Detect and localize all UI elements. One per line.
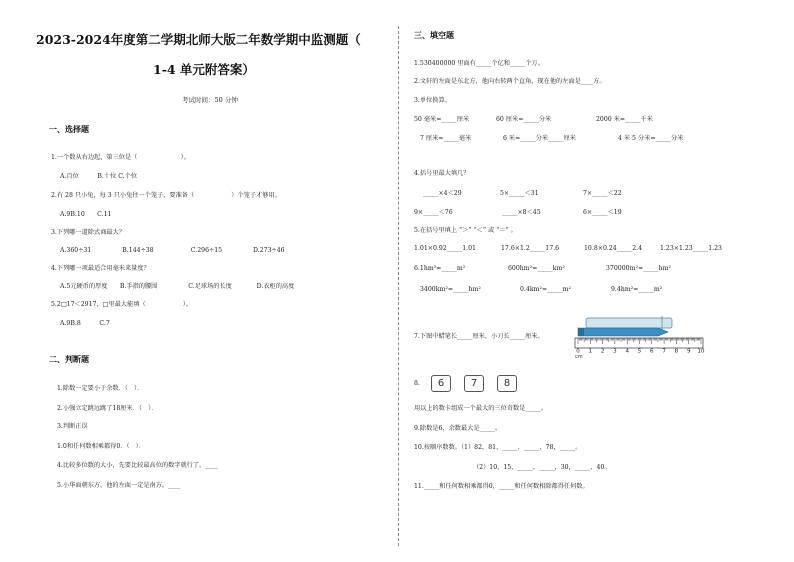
question-options: A.360÷31 B.144÷38 C.296÷15 D.273÷46 <box>60 247 285 254</box>
compare-item: 1.01×0.92_____1.01 <box>414 245 476 252</box>
ruler-tick-label: 0 <box>576 348 580 355</box>
ruler-tick-label: 2 <box>600 348 605 355</box>
ruler-tick-label: 9 <box>686 348 691 355</box>
ruler-tick-label: 4 <box>625 348 629 355</box>
question-line: 用以上的数卡组成一个最大的三位奇数是_____。 <box>414 405 548 412</box>
fill-item: _____×4＜29 <box>423 190 462 197</box>
compare-item: 10.8×0.24_____2.4 <box>584 245 643 252</box>
exam-time: 考试时间：50 分钟 <box>182 96 238 104</box>
area-conversion-item: 3400km²=_____hm² <box>420 286 481 293</box>
question-line: 5.2□17＜2917，□里最大能填（ ）。 <box>51 301 193 308</box>
fill-item: 9×_____＜76 <box>414 209 453 216</box>
question-line: 4.比较多位数的大小，先要比较最高位的数字就行了。____ <box>57 462 218 469</box>
area-conversion-item: 600hm²=_____km² <box>508 265 565 272</box>
ruler-tick-label: 6 <box>650 348 654 355</box>
unit-conversion-item: 60 厘米=_____分米 <box>496 116 552 123</box>
unit-conversion-item: 6 米=_____分米_____厘米 <box>503 135 576 142</box>
fill-item: 5×_____＜31 <box>500 190 539 197</box>
question-line: 10.按顺序数数。（1）82，81，_____，_____，78，_____。 <box>414 444 582 451</box>
question-line: 1.0和任何数相乘都得0．（ ）． <box>57 443 146 450</box>
question-line: 9.除数是6，余数最大是_____。 <box>414 425 502 432</box>
ruler-unit-label: cm <box>575 354 583 360</box>
ruler-tick-label: 10 <box>697 348 705 355</box>
question-line: 1.除数一定要小于余数．（ ）． <box>57 385 144 392</box>
ruler-tick-label: 7 <box>662 348 666 355</box>
page-title-line1: 2023-2024年度第二学期北师大版二年数学期中监测题（ <box>36 32 361 47</box>
number-card: 7 <box>464 375 484 392</box>
ruler-tick-label: 8 <box>674 348 679 355</box>
section-heading-judge: 二、判断题 <box>49 355 89 364</box>
unit-conversion-item: 4 米 5 分米=_____分米 <box>618 135 684 142</box>
question-options: A.百位 B.十位 C.个位 <box>60 173 138 180</box>
unit-conversion-item: 2000 米=_____千米 <box>596 116 653 123</box>
area-conversion-item: 9.4hm²=_____m² <box>611 286 663 293</box>
question-line: 1.530400000 里面有_____个亿和_____个万。 <box>414 60 544 67</box>
column-divider <box>398 26 399 546</box>
ruler-tick-label: 1 <box>588 348 593 355</box>
area-conversion-item: 6.1hm²=_____m² <box>414 265 466 272</box>
section-heading-choice: 一、选择题 <box>49 125 89 134</box>
question-line: 3.单位换算。 <box>414 97 451 104</box>
unit-conversion-item: 50 毫米=_____厘米 <box>414 116 470 123</box>
question-line: 2.有 28 只小兔，每 3 只小兔往一个笼子，要准备（ ）个笼子才够用。 <box>51 192 281 199</box>
question-line: 1.一个数从右边起，第三位是（ ）。 <box>51 154 190 161</box>
crayon-icon <box>578 328 668 336</box>
area-conversion-item: 370000m²=_____hm² <box>606 265 671 272</box>
question-line: 4.下列哪一项最适合用毫米来量度？ <box>51 265 150 272</box>
fill-item: 6×_____＜19 <box>583 209 622 216</box>
ruler-tick-label: 5 <box>637 348 642 355</box>
question-line: （2）10，15，_____，_____，30，_____，40。 <box>473 464 611 471</box>
question-line: 3.下列哪一道除式商最大？ <box>51 229 125 236</box>
question-line: 2.小强立定跳远跳了18厘米．（ ）． <box>57 405 158 412</box>
fill-item: _____×8＜45 <box>502 209 541 216</box>
knife-icon <box>586 318 672 328</box>
compare-item: 1.23×1.23_____1.23 <box>660 245 722 252</box>
question-options: A.5元硬币的厚度 B.手指的腰围 C.足球场的长度 D.衣柜的高度 <box>60 283 295 290</box>
question-options: A.9B.8 C.7 <box>60 320 110 327</box>
page-title-line2: 1-4 单元附答案） <box>153 62 255 77</box>
question-number: 8. <box>414 380 420 387</box>
question-line: 7.下图中蜡笔长_____厘米，小刀长_____厘米。 <box>414 333 544 340</box>
question-options: A.9B.10 C.11 <box>60 211 112 218</box>
number-card: 8 <box>497 375 517 392</box>
compare-item: 17.6×1.2_____17.6 <box>501 245 560 252</box>
question-line: 5.在括号里填上 “＞” “＜” 或 “＝” 。 <box>414 227 517 234</box>
question-line: 3.判断正误 <box>57 423 88 430</box>
unit-conversion-item: 7 厘米=_____毫米 <box>420 135 472 142</box>
ruler-figure <box>572 314 706 360</box>
fill-item: 7×_____＜22 <box>583 190 622 197</box>
area-conversion-item: 0.4km²=_____m² <box>520 286 571 293</box>
question-line: 4.括号里最大填几？ <box>414 170 470 177</box>
ruler-tick-label: 3 <box>613 348 617 355</box>
number-card: 6 <box>431 375 451 392</box>
section-heading-fill: 三、填空题 <box>414 31 454 40</box>
question-line: 5.小华面朝东方，他的左面一定是南方。____ <box>57 482 181 489</box>
question-line: 2.文轩的左面是东北方，他向右转两个直角，现在他的左面是____方。 <box>414 78 606 85</box>
question-line: 11._____和任何数相乘都得0，_____和任何数相除都得任何数。 <box>414 483 589 490</box>
